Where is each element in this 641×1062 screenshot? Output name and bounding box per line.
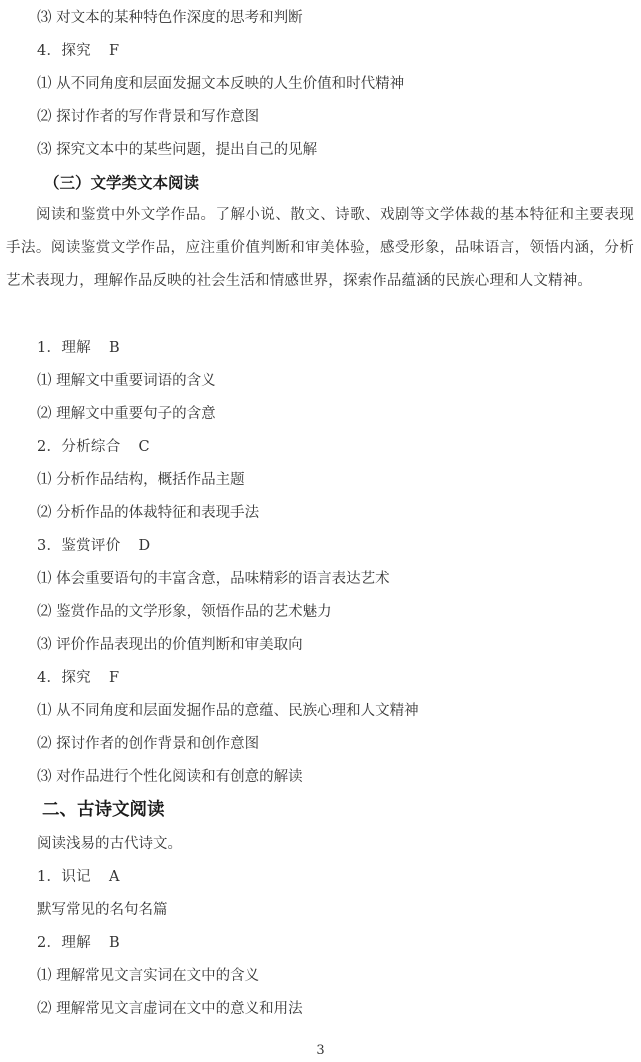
objective-grade: C <box>138 439 150 455</box>
objective-label: 4．探究 <box>37 670 91 686</box>
objective-heading <box>37 537 150 555</box>
objective-heading <box>37 339 120 357</box>
list-item: 默写常见的名句名篇 <box>37 902 168 918</box>
objective-grade: B <box>108 935 120 951</box>
objective-grade: B <box>108 340 120 356</box>
list-item: ⑵ 鉴赏作品的文学形象，领悟作品的艺术魅力 <box>37 604 332 620</box>
list-item: ⑵ 分析作品的体裁特征和表现手法 <box>37 505 260 521</box>
objective-grade: F <box>108 43 120 59</box>
list-item: ⑴ 理解文中重要词语的含义 <box>37 373 216 389</box>
objective-heading <box>37 438 150 456</box>
list-item: ⑴ 从不同角度和层面发掘作品的意蕴、民族心理和人文精神 <box>37 703 419 719</box>
list-item: ⑵ 探讨作者的写作背景和写作意图 <box>37 109 260 125</box>
objective-heading <box>37 669 119 687</box>
objective-heading <box>37 868 120 886</box>
list-item: ⑴ 体会重要语句的丰富含意，品味精彩的语言表达艺术 <box>37 571 390 587</box>
objective-grade: D <box>138 538 151 554</box>
objective-grade: A <box>108 869 120 885</box>
list-item: ⑵ 理解常见文言虚词在文中的意义和用法 <box>37 1001 303 1017</box>
objective-grade: F <box>108 670 120 686</box>
objective-heading <box>37 42 119 60</box>
list-item: ⑶ 评价作品表现出的价值判断和审美取向 <box>37 637 303 653</box>
page-number: 3 <box>316 1043 325 1058</box>
list-item: ⑴ 从不同角度和层面发掘文本反映的人生价值和时代精神 <box>37 76 405 92</box>
list-item: ⑶ 对作品进行个性化阅读和有创意的解读 <box>37 769 303 785</box>
objective-label: 1．理解 <box>37 340 91 356</box>
list-item: ⑶ 探究文本中的某些问题，提出自己的见解 <box>37 142 318 158</box>
list-item: ⑶ 对文本的某种特色作深度的思考和判断 <box>37 10 303 26</box>
section-intro: 阅读浅易的古代诗文。 <box>37 836 182 852</box>
objective-label: 4．探究 <box>37 43 91 59</box>
objective-label: 2．分析综合 <box>37 439 121 455</box>
objective-label: 2．理解 <box>37 935 91 951</box>
list-item: ⑵ 理解文中重要句子的含意 <box>37 406 216 422</box>
section-heading: 二、古诗文阅读 <box>42 800 165 820</box>
list-item: ⑴ 理解常见文言实词在文中的含义 <box>37 968 260 984</box>
objective-label: 1．识记 <box>37 869 91 885</box>
section-heading: （三）文学类文本阅读 <box>44 174 200 192</box>
section-intro-paragraph: 阅读和鉴赏中外文学作品。了解小说、散文、诗歌、戏剧等文学体裁的基本特征和主要表现手法。阅读鉴赏文学作品，应注重价值判断和审美体验，感受形象，品味语言，领悟内涵，分析艺术表现力，理解作品反映的社会生活和情感世界，探索作品蕴涵的民族心理和人文精神。 <box>6 207 634 289</box>
list-item: ⑵ 探讨作者的创作背景和创作意图 <box>37 736 260 752</box>
objective-heading <box>37 934 120 952</box>
list-item: ⑴ 分析作品结构，概括作品主题 <box>37 472 245 488</box>
objective-label: 3．鉴赏评价 <box>37 538 121 554</box>
